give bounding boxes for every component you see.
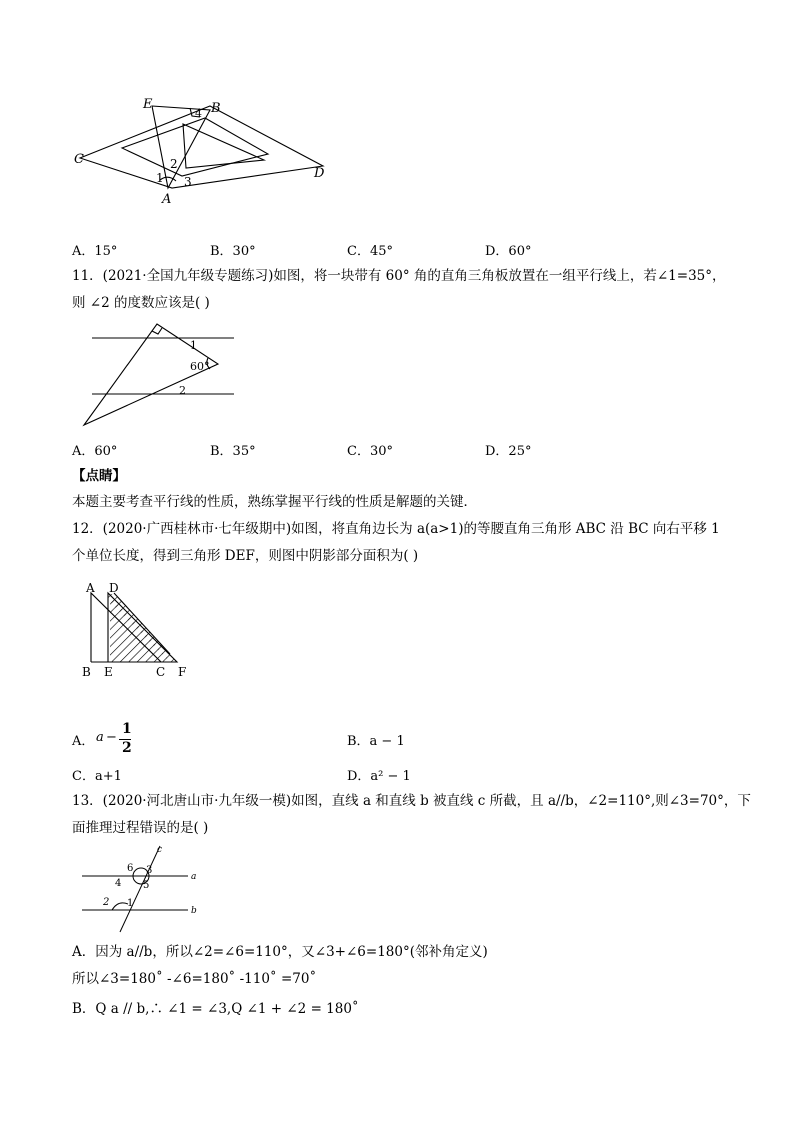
- q11-option-c: C．30°: [347, 444, 393, 459]
- q12-figure: [0, 578, 794, 698]
- q12-label-a: A: [86, 581, 95, 595]
- q10-label-3: 3: [184, 175, 192, 189]
- q10-figure: [0, 0, 794, 220]
- q13-label-b: b: [191, 906, 197, 916]
- q13-line-c: [120, 845, 163, 932]
- q12-stem-line2: 个单位长度，得到三角形 DEF，则图中阴影部分面积为( ): [72, 548, 419, 564]
- q12-option-c: C．a+1: [72, 769, 122, 784]
- q11-label-60: 60°: [190, 360, 210, 373]
- q10-option-a: A．15°: [72, 244, 118, 259]
- q13-label-3: 3: [146, 865, 153, 876]
- q12-label-c: C: [156, 665, 166, 679]
- q13-label-2: 2: [103, 897, 110, 908]
- q13-option-a-line2: 所以∠3=180˚ -∠6=180˚ -110˚ =70˚: [72, 971, 317, 987]
- comment-body: 本题主要考查平行线的性质，熟练掌握平行线的性质是解题的关键．: [72, 494, 477, 510]
- q13-figure: [0, 840, 794, 940]
- q11-option-d: D．25°: [485, 444, 532, 459]
- q11-label-1: 1: [190, 339, 197, 352]
- q10-label-1: 1: [156, 171, 164, 185]
- q13-option-a-line1: A．因为 a//b，所以∠2=∠6=110°，又∠3+∠6=180°(邻补角定义): [72, 944, 488, 960]
- q13-label-c: c: [157, 845, 163, 855]
- q11-option-a: A．60°: [72, 444, 118, 459]
- comment-title: 【点睛】: [72, 468, 126, 484]
- q10-option-c: C．45°: [347, 244, 393, 259]
- q10-label-2: 2: [170, 157, 178, 171]
- q10-label-4: 4: [195, 107, 202, 120]
- q13-stem-line2: 面推理过程错误的是( ): [72, 820, 209, 836]
- q10-label-d: D: [314, 166, 325, 181]
- q12-option-a-var: a: [96, 730, 104, 745]
- q13-option-b: B．Q a // b,∴ ∠1 = ∠3,Q ∠1 + ∠2 = 180˚: [72, 1001, 359, 1017]
- q13-label-5: 5: [143, 880, 150, 891]
- q13-stem-line1: 13．(2020·河北唐山市·九年级一模)如图，直线 a 和直线 b 被直线 c 所截，且 a//b，∠2=110°,则∠3=70°，下: [72, 793, 751, 809]
- q13-label-a: a: [191, 872, 197, 882]
- q10-label-b: B: [211, 101, 221, 116]
- q13-angle-arc-bottom: [112, 903, 128, 910]
- q12-option-d: D．a² − 1: [347, 769, 411, 784]
- q10-label-a: A: [162, 192, 172, 207]
- q11-stem-line2: 则 ∠2 的度数应该是( ): [72, 295, 210, 311]
- q10-option-d: D．60°: [485, 244, 532, 259]
- q12-option-a-prefix: A．: [72, 734, 95, 749]
- q12-label-e: E: [104, 665, 113, 679]
- q12-option-a-numerator: 1: [122, 721, 132, 737]
- q12-option-b: B．a − 1: [347, 734, 405, 749]
- q11-figure: [0, 310, 794, 430]
- q10-label-c: C: [74, 152, 84, 167]
- q13-label-6: 6: [127, 863, 134, 874]
- q13-label-4: 4: [115, 878, 122, 889]
- q13-label-1: 1: [127, 898, 134, 909]
- q12-option-a-minus: −: [106, 730, 117, 745]
- q12-stem-line1: 12．(2020·广西桂林市·七年级期中)如图，将直角边长为 a(a>1)的等腰直角三角形 ABC 沿 BC 向右平移 1: [72, 521, 720, 537]
- q12-label-d: D: [109, 581, 119, 595]
- q11-option-b: B．35°: [210, 444, 256, 459]
- q10-inner-triangle: [183, 124, 264, 168]
- q10-option-b: B．30°: [210, 244, 256, 259]
- q11-label-2: 2: [179, 384, 186, 397]
- q12-label-f: F: [178, 665, 187, 679]
- q11-triangle: [84, 324, 218, 425]
- q12-option-a-denominator: 2: [122, 740, 132, 756]
- q10-label-e: E: [143, 97, 153, 112]
- q11-stem-line1: 11．(2021·全国九年级专题练习)如图，将一块带有 60° 角的直角三角板放置在一组平行线上，若∠1=35°，: [72, 268, 726, 284]
- q12-label-b: B: [82, 665, 91, 679]
